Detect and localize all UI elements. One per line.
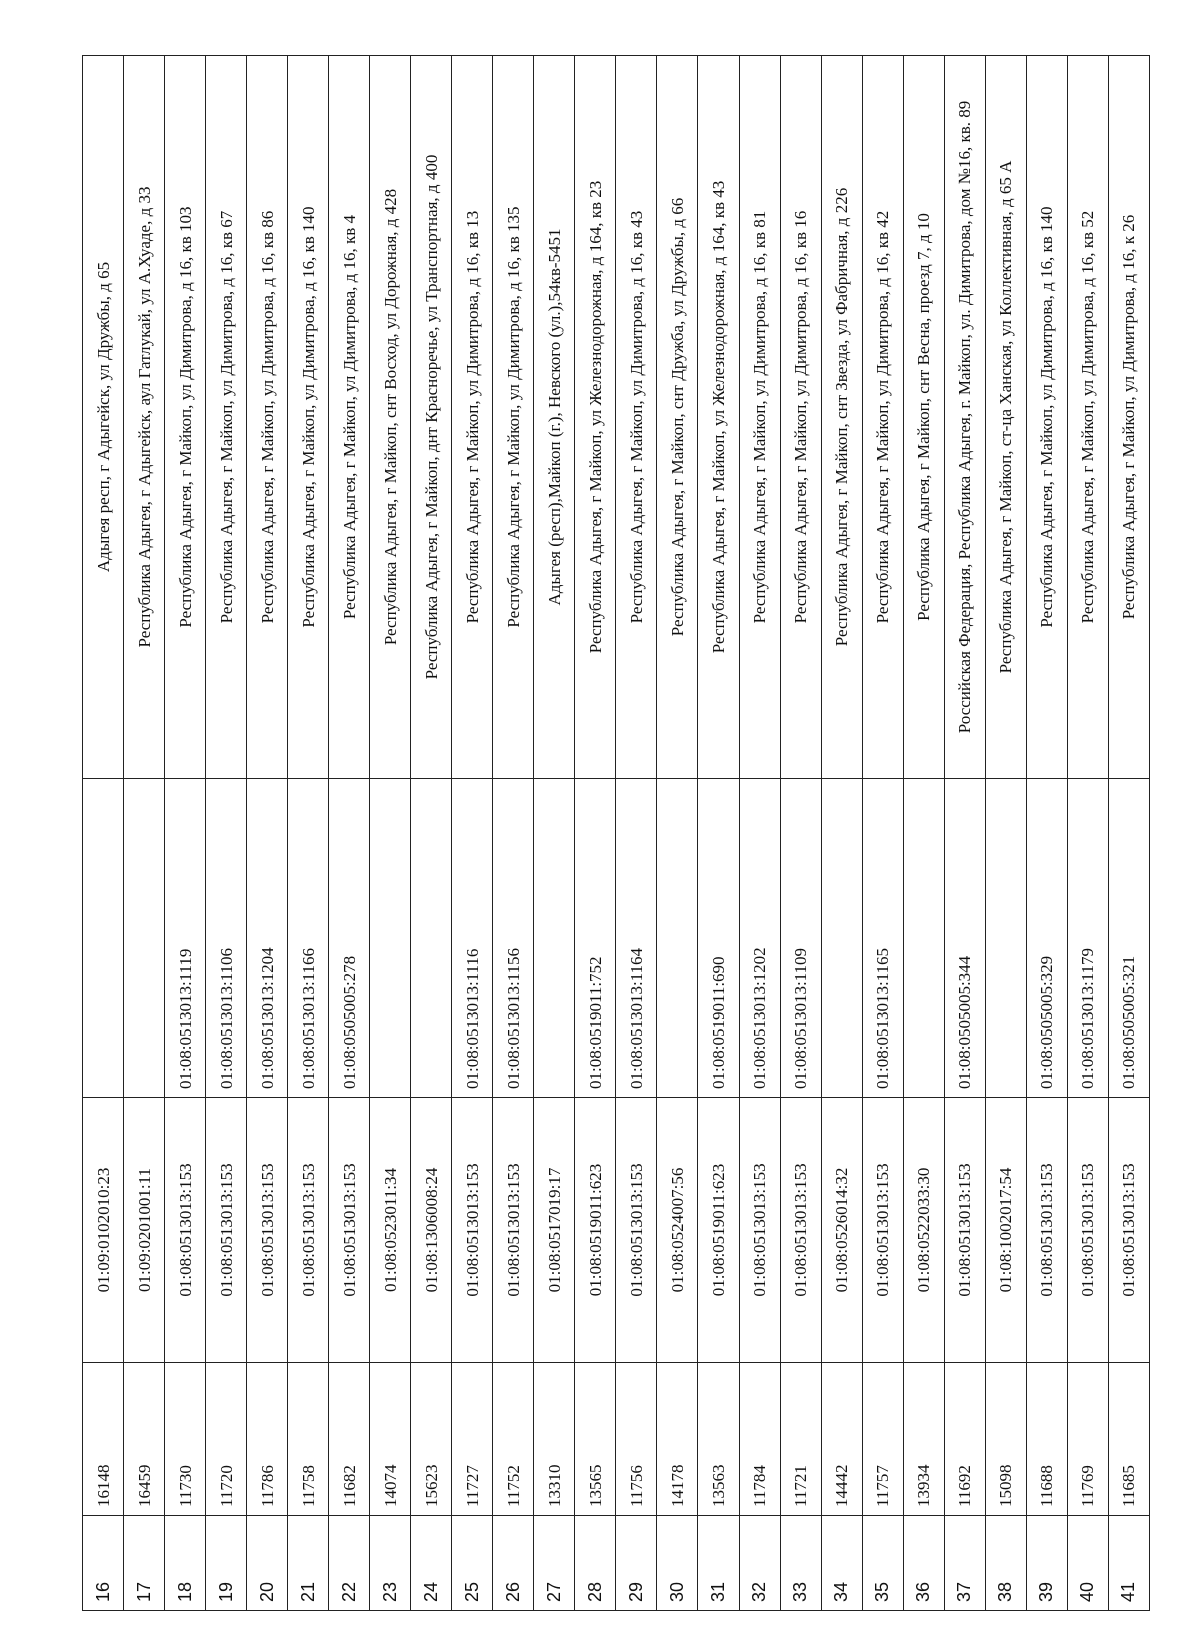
record-id-cell: 13565	[575, 1363, 616, 1516]
cadastral-number-parcel-cell: 01:08:0519011:623	[575, 1098, 616, 1363]
address-cell: Республика Адыгея, г Майкоп, ул Димитрова, д 16, кв 103	[165, 56, 206, 779]
row-number-cell: 40	[1067, 1516, 1108, 1611]
table-row	[739, 56, 780, 1611]
table-row	[616, 56, 657, 1611]
address-cell: Адыгея (респ),Майкоп (г.), Невского (ул.),54кв-5451	[534, 56, 575, 779]
cadastral-number-parcel-cell: 01:08:0513013:153	[165, 1098, 206, 1363]
record-id-cell: 11756	[616, 1363, 657, 1516]
cadastral-number-parcel-cell: 01:08:0513013:153	[1026, 1098, 1067, 1363]
address-cell: Республика Адыгея, г Майкоп, снт Дружба, ул Дружбы, д 66	[657, 56, 698, 779]
record-id-cell: 15098	[985, 1363, 1026, 1516]
address-cell: Республика Адыгея, г Майкоп, ул Железнодорожная, д 164, кв 43	[698, 56, 739, 779]
cadastral-number-object-cell: 01:08:0513013:1164	[616, 779, 657, 1098]
cadastral-number-parcel-cell: 01:08:0517019:17	[534, 1098, 575, 1363]
registry-table	[82, 55, 1150, 1611]
cadastral-number-parcel-cell: 01:08:0513013:153	[452, 1098, 493, 1363]
address-cell: Республика Адыгея, г Майкоп, снт Звезда, ул Фабричная, д 226	[821, 56, 862, 779]
record-id-cell: 13934	[903, 1363, 944, 1516]
registry-table-body	[83, 56, 1150, 1611]
table-row	[83, 56, 124, 1611]
table-row	[1108, 56, 1149, 1611]
row-number-cell: 36	[903, 1516, 944, 1611]
address-cell: Республика Адыгея, г Майкоп, ул Димитрова, д 16, кв 43	[616, 56, 657, 779]
cadastral-number-object-cell: 01:08:0513013:1179	[1067, 779, 1108, 1098]
address-cell: Республика Адыгея, г Майкоп, ул Димитрова, д 16, кв 140	[1026, 56, 1067, 779]
record-id-cell: 16459	[124, 1363, 165, 1516]
cadastral-number-parcel-cell: 01:08:0513013:153	[247, 1098, 288, 1363]
cadastral-number-parcel-cell: 01:09:0201001:11	[124, 1098, 165, 1363]
cadastral-number-object-cell	[411, 779, 452, 1098]
table-row	[329, 56, 370, 1611]
cadastral-number-object-cell: 01:08:0513013:1166	[288, 779, 329, 1098]
cadastral-number-parcel-cell: 01:08:0522033:30	[903, 1098, 944, 1363]
record-id-cell: 13310	[534, 1363, 575, 1516]
table-row	[862, 56, 903, 1611]
record-id-cell: 15623	[411, 1363, 452, 1516]
table-row	[288, 56, 329, 1611]
document-page	[82, 55, 1150, 1611]
record-id-cell: 13563	[698, 1363, 739, 1516]
row-number-cell: 20	[247, 1516, 288, 1611]
table-row	[698, 56, 739, 1611]
table-row	[370, 56, 411, 1611]
row-number-cell: 24	[411, 1516, 452, 1611]
cadastral-number-parcel-cell: 01:08:0513013:153	[739, 1098, 780, 1363]
address-cell: Республика Адыгея, г Майкоп, ул Димитрова, д 16, кв 13	[452, 56, 493, 779]
address-cell: Республика Адыгея, г Майкоп, ул Железнодорожная, д 164, кв 23	[575, 56, 616, 779]
address-cell: Республика Адыгея, г Майкоп, снт Весна, проезд 7, д 10	[903, 56, 944, 779]
table-row	[985, 56, 1026, 1611]
record-id-cell: 11757	[862, 1363, 903, 1516]
table-row	[493, 56, 534, 1611]
record-id-cell: 11685	[1108, 1363, 1149, 1516]
address-cell: Республика Адыгея, г Майкоп, ул Димитрова, д 16, кв 86	[247, 56, 288, 779]
row-number-cell: 29	[616, 1516, 657, 1611]
record-id-cell: 14178	[657, 1363, 698, 1516]
row-number-cell: 39	[1026, 1516, 1067, 1611]
table-row	[452, 56, 493, 1611]
record-id-cell: 16148	[83, 1363, 124, 1516]
record-id-cell: 11769	[1067, 1363, 1108, 1516]
cadastral-number-object-cell: 01:08:0513013:1156	[493, 779, 534, 1098]
cadastral-number-parcel-cell: 01:08:1002017:54	[985, 1098, 1026, 1363]
address-cell: Республика Адыгея, г Майкоп, ул Димитрова, д 16, кв 140	[288, 56, 329, 779]
table-row	[575, 56, 616, 1611]
row-number-cell: 21	[288, 1516, 329, 1611]
cadastral-number-object-cell: 01:08:0513013:1165	[862, 779, 903, 1098]
cadastral-number-object-cell: 01:08:0513013:1202	[739, 779, 780, 1098]
address-cell: Республика Адыгея, г Майкоп, снт Восход, ул Дорожная, д 428	[370, 56, 411, 779]
table-row	[1067, 56, 1108, 1611]
cadastral-number-parcel-cell: 01:08:0513013:153	[616, 1098, 657, 1363]
address-cell: Республика Адыгея, г Майкоп, ул Димитрова, д 16, к 26	[1108, 56, 1149, 779]
address-cell: Республика Адыгея, г Майкоп, ул Димитрова, д 16, кв 81	[739, 56, 780, 779]
address-cell: Республика Адыгея, г Адыгейск, аул Гатлукай, ул А.Хуаде, д 33	[124, 56, 165, 779]
cadastral-number-object-cell: 01:08:0505005:278	[329, 779, 370, 1098]
cadastral-number-object-cell: 01:08:0505005:321	[1108, 779, 1149, 1098]
table-row	[411, 56, 452, 1611]
row-number-cell: 31	[698, 1516, 739, 1611]
cadastral-number-parcel-cell: 01:08:0519011:623	[698, 1098, 739, 1363]
cadastral-number-parcel-cell: 01:08:0513013:153	[288, 1098, 329, 1363]
cadastral-number-object-cell	[534, 779, 575, 1098]
record-id-cell: 11720	[206, 1363, 247, 1516]
cadastral-number-parcel-cell: 01:08:0513013:153	[780, 1098, 821, 1363]
record-id-cell: 11688	[1026, 1363, 1067, 1516]
cadastral-number-parcel-cell: 01:08:0524007:56	[657, 1098, 698, 1363]
row-number-cell: 34	[821, 1516, 862, 1611]
cadastral-number-object-cell: 01:08:0519011:752	[575, 779, 616, 1098]
address-cell: Российская Федерация, Республика Адыгея, г. Майкоп, ул. Димитрова, дом №16, кв. 89	[944, 56, 985, 779]
address-cell: Республика Адыгея, г Майкоп, ул Димитрова, д 16, кв 52	[1067, 56, 1108, 779]
row-number-cell: 41	[1108, 1516, 1149, 1611]
address-cell: Республика Адыгея, г Майкоп, ст-ца Ханская, ул Коллективная, д 65 А	[985, 56, 1026, 779]
row-number-cell: 27	[534, 1516, 575, 1611]
record-id-cell: 11730	[165, 1363, 206, 1516]
address-cell: Республика Адыгея, г Майкоп, ул Димитрова, д 16, кв 4	[329, 56, 370, 779]
record-id-cell: 11752	[493, 1363, 534, 1516]
row-number-cell: 30	[657, 1516, 698, 1611]
cadastral-number-object-cell: 01:08:0513013:1204	[247, 779, 288, 1098]
row-number-cell: 35	[862, 1516, 903, 1611]
table-row	[657, 56, 698, 1611]
cadastral-number-object-cell: 01:08:0513013:1116	[452, 779, 493, 1098]
cadastral-number-object-cell	[124, 779, 165, 1098]
address-cell: Республика Адыгея, г Майкоп, ул Димитрова, д 16, кв 16	[780, 56, 821, 779]
row-number-cell: 19	[206, 1516, 247, 1611]
row-number-cell: 26	[493, 1516, 534, 1611]
row-number-cell: 33	[780, 1516, 821, 1611]
cadastral-number-object-cell	[83, 779, 124, 1098]
cadastral-number-object-cell: 01:08:0505005:344	[944, 779, 985, 1098]
table-row	[247, 56, 288, 1611]
row-number-cell: 18	[165, 1516, 206, 1611]
row-number-cell: 23	[370, 1516, 411, 1611]
address-cell: Республика Адыгея, г Майкоп, ул Димитрова, д 16, кв 42	[862, 56, 903, 779]
cadastral-number-parcel-cell: 01:08:0513013:153	[944, 1098, 985, 1363]
row-number-cell: 22	[329, 1516, 370, 1611]
row-number-cell: 38	[985, 1516, 1026, 1611]
rotated-table-wrapper	[82, 55, 1150, 1611]
record-id-cell: 11727	[452, 1363, 493, 1516]
address-cell: Республика Адыгея, г Майкоп, ул Димитрова, д 16, кв 67	[206, 56, 247, 779]
cadastral-number-object-cell	[985, 779, 1026, 1098]
address-cell: Республика Адыгея, г Майкоп, днт Красноречье, ул Транспортная, д 400	[411, 56, 452, 779]
table-row	[903, 56, 944, 1611]
cadastral-number-parcel-cell: 01:08:0523011:34	[370, 1098, 411, 1363]
row-number-cell: 28	[575, 1516, 616, 1611]
cadastral-number-object-cell	[370, 779, 411, 1098]
record-id-cell: 11692	[944, 1363, 985, 1516]
address-cell: Адыгея респ, г Адыгейск, ул Дружбы, д 65	[83, 56, 124, 779]
cadastral-number-object-cell	[657, 779, 698, 1098]
record-id-cell: 14074	[370, 1363, 411, 1516]
cadastral-number-parcel-cell: 01:08:0513013:153	[206, 1098, 247, 1363]
record-id-cell: 11758	[288, 1363, 329, 1516]
record-id-cell: 11786	[247, 1363, 288, 1516]
table-row	[821, 56, 862, 1611]
row-number-cell: 32	[739, 1516, 780, 1611]
address-cell: Республика Адыгея, г Майкоп, ул Димитрова, д 16, кв 135	[493, 56, 534, 779]
table-row	[944, 56, 985, 1611]
cadastral-number-parcel-cell: 01:08:0513013:153	[329, 1098, 370, 1363]
cadastral-number-parcel-cell: 01:08:0513013:153	[862, 1098, 903, 1363]
table-row	[165, 56, 206, 1611]
record-id-cell: 11682	[329, 1363, 370, 1516]
record-id-cell: 14442	[821, 1363, 862, 1516]
cadastral-number-parcel-cell: 01:08:0526014:32	[821, 1098, 862, 1363]
cadastral-number-parcel-cell: 01:08:0513013:153	[1067, 1098, 1108, 1363]
cadastral-number-object-cell: 01:08:0513013:1109	[780, 779, 821, 1098]
record-id-cell: 11721	[780, 1363, 821, 1516]
table-row	[534, 56, 575, 1611]
row-number-cell: 17	[124, 1516, 165, 1611]
cadastral-number-parcel-cell: 01:08:1306008:24	[411, 1098, 452, 1363]
cadastral-number-parcel-cell: 01:09:0102010:23	[83, 1098, 124, 1363]
table-row	[124, 56, 165, 1611]
cadastral-number-object-cell	[821, 779, 862, 1098]
record-id-cell: 11784	[739, 1363, 780, 1516]
cadastral-number-object-cell: 01:08:0519011:690	[698, 779, 739, 1098]
cadastral-number-object-cell: 01:08:0505005:329	[1026, 779, 1067, 1098]
table-row	[1026, 56, 1067, 1611]
row-number-cell: 37	[944, 1516, 985, 1611]
row-number-cell: 25	[452, 1516, 493, 1611]
row-number-cell: 16	[83, 1516, 124, 1611]
cadastral-number-parcel-cell: 01:08:0513013:153	[1108, 1098, 1149, 1363]
cadastral-number-object-cell	[903, 779, 944, 1098]
table-row	[780, 56, 821, 1611]
table-row	[206, 56, 247, 1611]
cadastral-number-object-cell: 01:08:0513013:1106	[206, 779, 247, 1098]
cadastral-number-parcel-cell: 01:08:0513013:153	[493, 1098, 534, 1363]
cadastral-number-object-cell: 01:08:0513013:1119	[165, 779, 206, 1098]
